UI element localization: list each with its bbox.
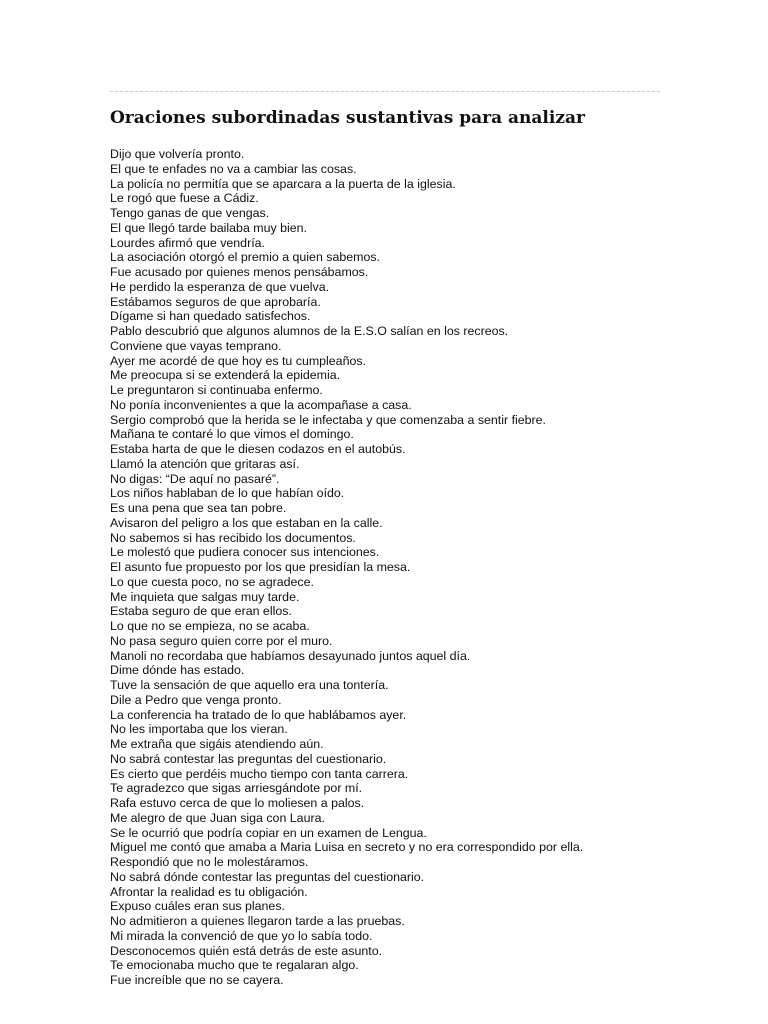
sentence-item: Conviene que vayas temprano. xyxy=(110,338,282,353)
sentence-item: Expuso cuáles eran sus planes. xyxy=(110,899,285,914)
sentence-item: Ayer me acordé de que hoy es tu cumpleaños. xyxy=(110,353,366,368)
sentence-item: Fue acusado por quienes menos pensábamos. xyxy=(110,265,369,279)
sentence-item: El que llegó tarde bailaba muy bien. xyxy=(110,220,308,235)
sentence-item: Mañana te contaré lo que vimos el domingo. xyxy=(110,427,354,442)
sentence-item: Te agradezco que sigas arriesgándote por mí. xyxy=(110,781,363,796)
sentence-item: Me preocupa si se extenderá la epidemia. xyxy=(110,368,341,383)
sentence-item: Sergio comprobó que la herida se le infectaba y que comenzaba a sentir fiebre. xyxy=(110,412,547,427)
sentence-item: Es cierto que perdéis mucho tiempo con tanta carrera. xyxy=(110,766,409,781)
sentence-item: Me extraña que sigáis atendiendo aún. xyxy=(110,737,324,751)
sentence-item: La conferencia ha tratado de lo que hablábamos ayer. xyxy=(110,707,407,722)
sentence-item: Mi mirada la convenció de que yo lo sabía todo. xyxy=(110,928,373,943)
sentence-item: Lo que cuesta poco, no se agradece. xyxy=(110,574,314,589)
sentence-item: Los niños hablaban de lo que habían oído. xyxy=(110,486,345,501)
sentence-item: Es una pena que sea tan pobre. xyxy=(110,501,287,515)
sentence-item: Lourdes afirmó que vendría. xyxy=(110,235,265,250)
document-title: Oraciones subordinadas sustantivas para analizar xyxy=(110,108,585,128)
sentence-item: Me alegro de que Juan siga con Laura. xyxy=(110,810,325,825)
sentence-item: No ponía inconvenientes a que la acompañase a casa. xyxy=(110,397,412,412)
sentence-item: Afrontar la realidad es tu obligación. xyxy=(110,884,308,899)
sentence-item: No pasa seguro quien corre por el muro. xyxy=(110,633,333,648)
sentence-item: Le rogó que fuese a Cádiz. xyxy=(110,191,259,206)
sentence-item: Dime dónde has estado. xyxy=(110,663,245,678)
sentence-item: Llamó la atención que gritaras así. xyxy=(110,456,300,471)
sentence-list xyxy=(110,147,583,988)
sentence-item: Estaba seguro de que eran ellos. xyxy=(110,604,292,619)
sentence-item: No les importaba que los vieran. xyxy=(110,722,288,737)
sentence-item: Te emocionaba mucho que te regalaran algo. xyxy=(110,958,359,973)
sentence-item: Lo que no se empieza, no se acaba. xyxy=(110,619,310,633)
dashed-divider xyxy=(110,91,660,92)
sentence-item: Manoli no recordaba que habíamos desayunado juntos aquel día. xyxy=(110,648,471,663)
sentence-item: No admitieron a quienes llegaron tarde a las pruebas. xyxy=(110,914,405,928)
sentence-item: No sabemos si has recibido los documentos. xyxy=(110,530,356,545)
sentence-item: Tuve la sensación de que aquello era una tontería. xyxy=(110,678,389,692)
sentence-item: Estábamos seguros de que aprobaría. xyxy=(110,294,321,309)
sentence-item: Miguel me contó que amaba a Maria Luisa en secreto y no era correspondido por ella. xyxy=(110,840,584,855)
sentence-item: Le preguntaron si continuaba enfermo. xyxy=(110,383,323,397)
sentence-item: La asociación otorgó el premio a quien sabemos. xyxy=(110,250,381,265)
sentence-item: No digas: “De aquí no pasaré”. xyxy=(110,471,280,486)
sentence-item: El que te enfades no va a cambiar las cosas. xyxy=(110,161,357,176)
sentence-item: Dígame si han quedado satisfechos. xyxy=(110,309,311,324)
sentence-item: Rafa estuvo cerca de que lo moliesen a palos. xyxy=(110,796,365,810)
sentence-item: El asunto fue propuesto por los que presidían la mesa. xyxy=(110,560,411,574)
sentence-item: Tengo ganas de que vengas. xyxy=(110,206,270,220)
sentence-item: Pablo descubrió que algunos alumnos de la E.S.O salían en los recreos. xyxy=(110,324,509,338)
sentence-item: Le molestó que pudiera conocer sus intenciones. xyxy=(110,545,380,560)
sentence-item: La policía no permitía que se aparcara a la puerta de la iglesia. xyxy=(110,176,456,191)
sentence-item: Respondió que no le molestáramos. xyxy=(110,855,309,869)
sentence-item: No sabrá dónde contestar las preguntas del cuestionario. xyxy=(110,869,425,884)
sentence-item: Dile a Pedro que venga pronto. xyxy=(110,692,282,707)
sentence-item: Estaba harta de que le diesen codazos en el autobús. xyxy=(110,442,406,456)
sentence-item: Desconocemos quién está detrás de este asunto. xyxy=(110,943,383,958)
sentence-item: He perdido la esperanza de que vuelva. xyxy=(110,279,330,294)
sentence-item: No sabrá contestar las preguntas del cuestionario. xyxy=(110,751,387,766)
sentence-item: Dijo que volvería pronto. xyxy=(110,147,245,161)
sentence-item: Me inquieta que salgas muy tarde. xyxy=(110,589,300,604)
sentence-item: Se le ocurrió que podría copiar en un examen de Lengua. xyxy=(110,825,427,840)
sentence-item: Fue increíble que no se cayera. xyxy=(110,973,284,987)
sentence-item: Avisaron del peligro a los que estaban en la calle. xyxy=(110,515,383,530)
